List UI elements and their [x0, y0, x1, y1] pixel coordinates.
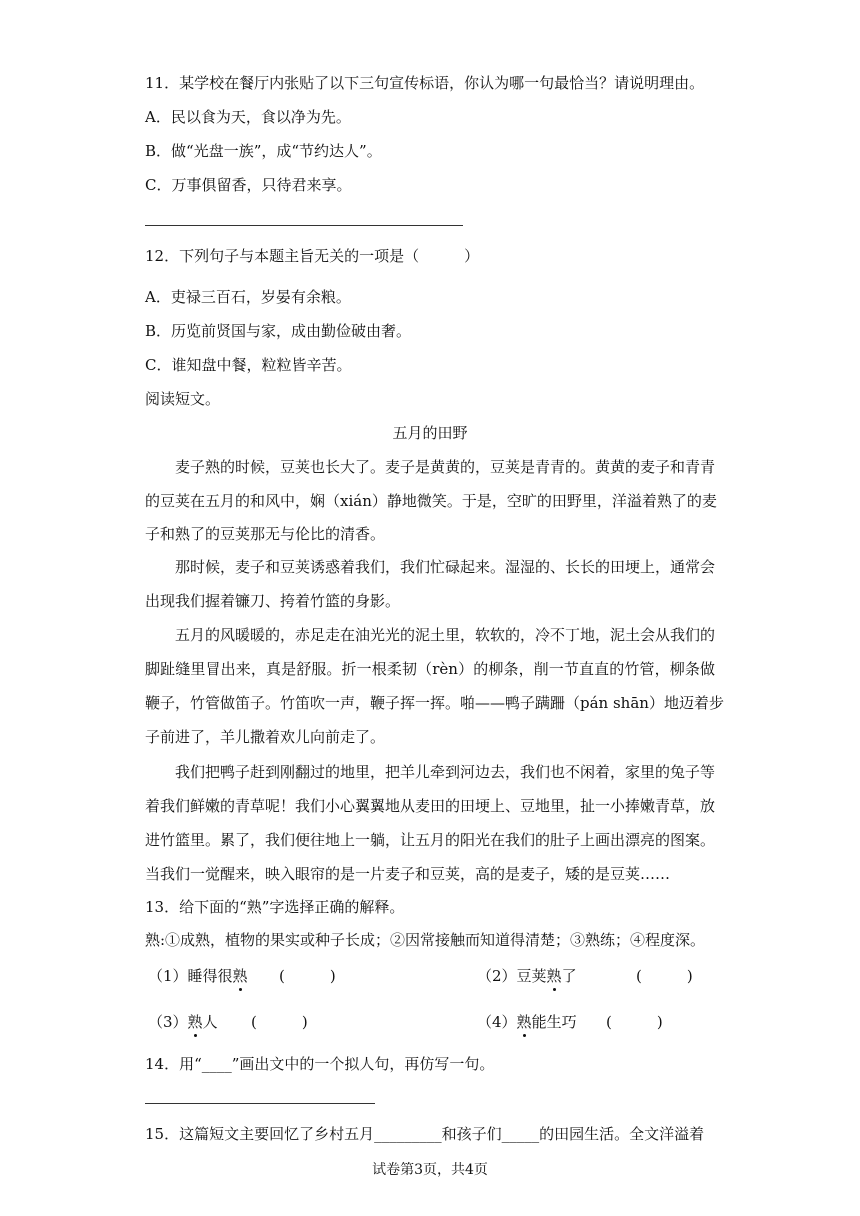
emphasis-char: 熟	[232, 967, 248, 985]
passage-line: 那时候，麦子和豆荚诱惑着我们，我们忙碌起来。湿湿的、长长的田埂上，通常会	[175, 558, 716, 576]
q14-stem: 14．用“____”画出文中的一个拟人句，再仿写一句。	[145, 1055, 495, 1073]
q13-stem: 13．给下面的“熟”字选择正确的解释。	[145, 898, 405, 916]
page-footer: 试卷第3页，共4页	[372, 1162, 488, 1178]
passage-line: 当我们一觉醒来，映入眼帘的是一片麦子和豆荚，高的是麦子，矮的是豆荚……	[145, 865, 671, 883]
q13-item-3-blank[interactable]: ( )	[251, 1013, 308, 1031]
q13-item-4: （4）熟能生巧	[477, 1013, 577, 1031]
q13-definition: 熟:①成熟，植物的果实或种子长成；②因常接触而知道得清楚；③熟练；④程度深。	[145, 931, 706, 949]
passage-line: 出现我们握着镰刀、挎着竹篮的身影。	[145, 592, 401, 610]
passage-line: 子和熟了的豆荚那无与伦比的清香。	[145, 525, 386, 543]
q12-option-a: A．吏禄三百石，岁晏有余粮。	[145, 288, 351, 306]
q13-item-1: （1）睡得很熟	[148, 967, 248, 985]
passage-line: 进竹篮里。累了，我们便往地上一躺，让五月的阳光在我们的肚子上画出漂亮的图案。	[145, 831, 716, 849]
emphasis-char: 熟	[187, 1013, 203, 1031]
q13-item-2-blank[interactable]: ( )	[636, 967, 693, 985]
emphasis-char: 熟	[516, 1013, 532, 1031]
q13-item-3: （3）熟人	[148, 1013, 218, 1031]
passage-line: 着我们鲜嫩的青草呢！我们小心翼翼地从麦田的田埂上、豆地里，扯一小捧嫩青草，放	[145, 797, 716, 815]
passage-line: 五月的风暖暖的，赤足走在油光光的泥土里，软软的，冷不丁地，泥土会从我们的	[175, 626, 716, 644]
q13-item-2: （2）豆荚熟了	[477, 967, 577, 985]
passage-line: 的豆荚在五月的和风中，娴（xián）静地微笑。于是，空旷的田野里，洋溢着熟了的麦	[145, 492, 717, 510]
q12-option-c: C．谁知盘中餐，粒粒皆辛苦。	[145, 356, 352, 374]
q13-item-4-blank[interactable]: ( )	[606, 1013, 663, 1031]
q11-option-c: C．万事俱留香，只待君来享。	[145, 176, 352, 194]
reading-prompt: 阅读短文。	[145, 390, 221, 408]
passage-line: 子前进了，羊儿撒着欢儿向前走了。	[145, 728, 386, 746]
passage-line: 麦子熟的时候，豆荚也长大了。麦子是黄黄的，豆荚是青青的。黄黄的麦子和青青	[175, 458, 716, 476]
q11-stem: 11．某学校在餐厅内张贴了以下三句宣传标语，你认为哪一句最恰当？请说明理由。	[145, 74, 705, 92]
q11-answer-line[interactable]	[145, 225, 463, 226]
q11-option-b: B．做“光盘一族”，成“节约达人”。	[145, 142, 382, 160]
q13-item-1-blank[interactable]: ( )	[279, 967, 336, 985]
q12-stem: 12．下列句子与本题主旨无关的一项是（ ）	[145, 247, 480, 265]
q12-option-b: B．历览前贤国与家，成由勤俭破由奢。	[145, 322, 412, 340]
emphasis-char: 熟	[546, 967, 562, 985]
q14-answer-line[interactable]	[145, 1103, 375, 1104]
passage-line: 鞭子，竹管做笛子。竹笛吹一声，鞭子挥一挥。啪——鸭子蹒跚（pán shān）地迈着步	[145, 694, 724, 712]
q15-stem: 15．这篇短文主要回忆了乡村五月_________和孩子们_____的田园生活。全文洋溢着	[145, 1125, 705, 1143]
passage-line: 我们把鸭子赶到刚翻过的地里，把羊儿牵到河边去，我们也不闲着，家里的兔子等	[175, 763, 716, 781]
passage-line: 脚趾缝里冒出来，真是舒服。折一根柔韧（rèn）的柳条，削一节直直的竹管，柳条做	[145, 660, 715, 678]
passage-title: 五月的田野	[392, 424, 468, 442]
q11-option-a: A．民以食为天，食以净为先。	[145, 108, 351, 126]
